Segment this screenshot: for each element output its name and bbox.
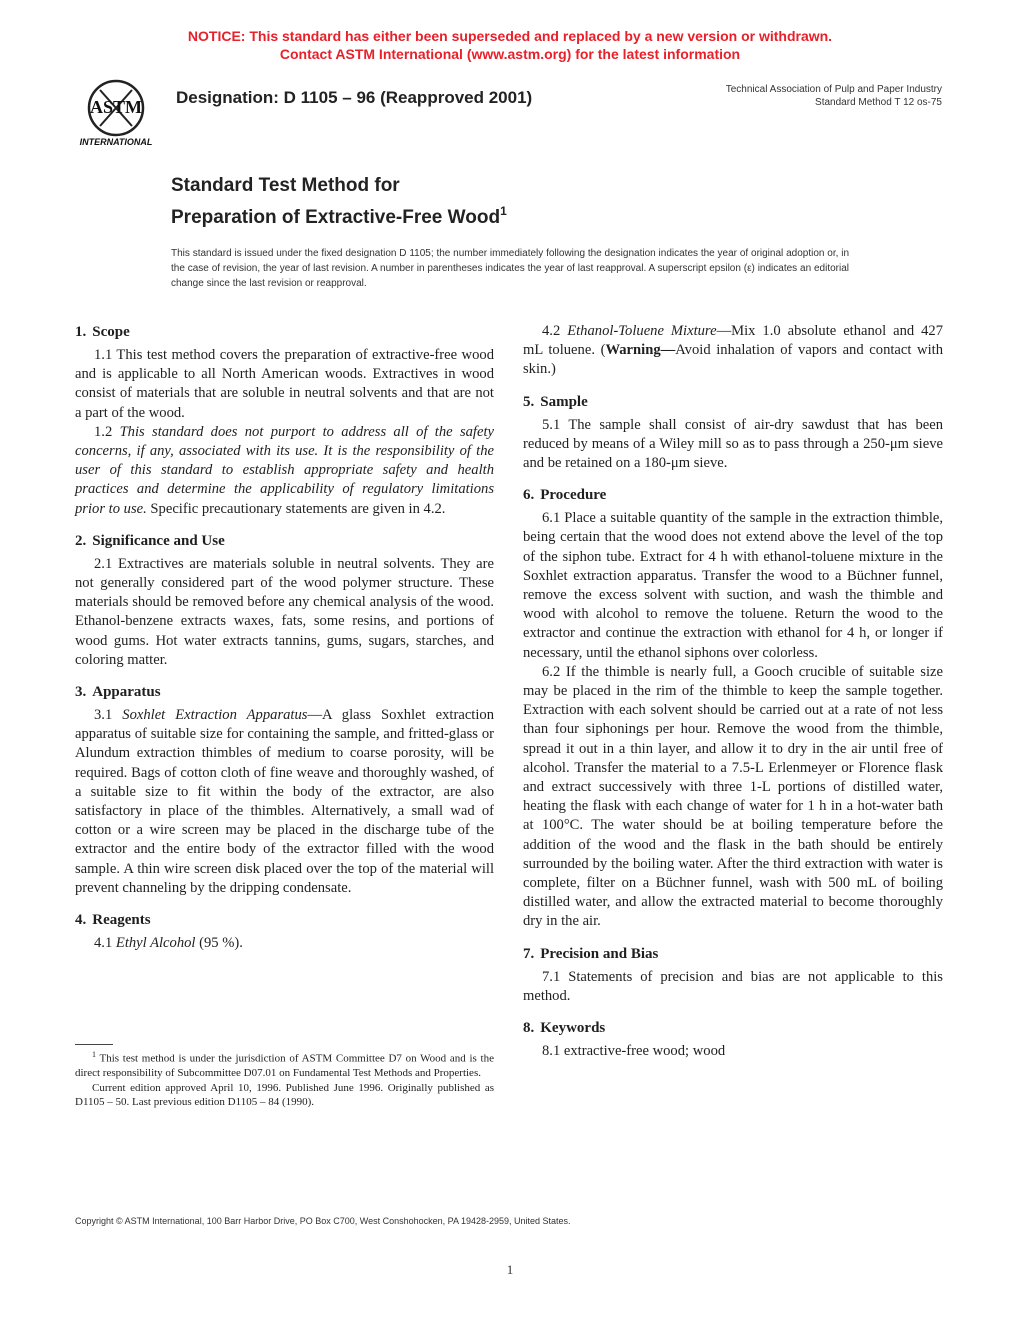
paragraph-6-2: 6.2 If the thimble is nearly full, a Gooch crucible of suitable size may be placed in the rim of the thimble to keep the sample together. Extraction with each solvent should be carried out at a rate of not less than four siphonings per hour. Remove the wood from the thimble, spread it out in a thin layer, and allow it to dry in the air until free of alcohol. Transfer the material to a 7.5-L Erlenmeyer or Florence flask and extract successively with three 1-L portions of distilled water, heating the flask with each change of water for 1 h in a hot-water bath at 100°C. The water should be at boiling temperature before the addition of the wood and the flask in the bath should be entirely surrounded by the boiling water. After the third extraction with water is complete, filter on a Büchner funnel, wash with 500 mL of boiling distilled water, and allow the extracted material to become thoroughly dry in the air. xyxy=(523,663,943,930)
paragraph-1-1: 1.1 This test method covers the preparation of extractive-free wood and is applicable to all North American woods. Extractives in wood consist of materials that are soluble in neutral solvents and that are not a part of the wood. xyxy=(75,347,494,421)
section-heading: 1. Scope xyxy=(75,324,130,340)
title-footnote-mark: 1 xyxy=(500,204,507,218)
footnote-2: Current edition approved April 10, 1996. Published June 1996. Originally published as D1105 – 50. Last previous edition D1105 – 84 (1990). xyxy=(75,1081,494,1109)
paragraph-3-1: 3.1 Soxhlet Extraction Apparatus—A glass Soxhlet extraction apparatus of suitable size for containing the sample, and fritted-glass or Alundum extraction thimbles of medium to coarse porosity, will be required. Bags of cotton cloth of fine weave and thoroughly washed, of a suitable size to fit within the body of the extractor, are also satisfactory in place of the thimbles. Alternatively, a small wad of cotton or a wire screen may be placed in the discharge tube of the extractor and the entire body of the extractor filled with the wood sample. A thin wire screen disk placed over the top of the material will prevent channeling by the dripping condensate. xyxy=(75,707,494,896)
paragraph-6-1: 6.1 Place a suitable quantity of the sample in the extraction thimble, being certain that the wood does not extend above the level of the top of the siphon tube. Extract for 4 h with ethanol-toluene mixture in the Soxhlet extraction apparatus. Transfer the wood to a Büchner funnel, remove the excess solvent with suction, and wash the thimble and wood with alcohol to remove the toluene. Return the wood to the extractor and continue the extraction with ethanol for 4 h, or longer if necessary, until the ethanol siphons over colorless. xyxy=(523,510,943,661)
paragraph-4-2: 4.2 Ethanol-Toluene Mixture—Mix 1.0 absolute ethanol and 427 mL toluene. (Warning—Avoid inhalation of vapors and contact with skin.) xyxy=(523,323,944,378)
section-heading: 5. Sample xyxy=(523,393,588,410)
tappi-reference xyxy=(726,83,942,109)
preface-note: This standard is issued under the fixed designation D 1105; the number immediately following the designation indicates the year of original adoption or, in the case of revision, the year of last revision. A number in parentheses indicates the year of last reapproval. A superscript epsilon (ε) indicates an editorial change since the last revision or reapproval. xyxy=(171,248,849,289)
withdrawal-notice xyxy=(0,27,1020,63)
logo-subtext: INTERNATIONAL xyxy=(79,137,153,147)
astm-logo xyxy=(70,76,162,152)
footnotes xyxy=(75,1044,494,1110)
designation: Designation: D 1105 – 96 (Reapproved 2001) xyxy=(176,88,533,107)
section-apparatus xyxy=(75,682,494,898)
title-line-2 xyxy=(171,198,507,231)
section-reagents xyxy=(75,910,494,953)
section-heading: 8. Keywords xyxy=(523,1020,606,1037)
left-column xyxy=(75,322,494,965)
section-sample xyxy=(523,392,943,474)
paragraph-8-1: 8.1 extractive-free wood; wood xyxy=(542,1043,726,1060)
section-reagents-continued xyxy=(523,322,943,380)
section-heading: 6. Procedure xyxy=(523,487,607,504)
title-main: Preparation of Extractive-Free Wood xyxy=(171,207,501,228)
paragraph-7-1: 7.1 Statements of precision and bias are not applicable to this method. xyxy=(523,968,943,1004)
footnote-1: $^1$ This test method is under the jurisdiction of ASTM Committee D7 on Wood and is the direct responsibility of Subcommittee D07.01 on Fundamental Test Methods and Properties. xyxy=(75,1050,494,1080)
section-precision xyxy=(523,944,943,1006)
section-heading: 2. Significance and Use xyxy=(75,532,225,549)
section-heading: 4. Reagents xyxy=(75,912,151,929)
section-heading: 3. Apparatus xyxy=(75,684,161,701)
tappi-line-1: Technical Association of Pulp and Paper Industry xyxy=(725,84,942,95)
title-line-1: Standard Test Method for xyxy=(171,175,400,196)
section-procedure xyxy=(523,485,943,931)
section-scope xyxy=(75,322,494,519)
tappi-line-2: Standard Method T 12 os-75 xyxy=(815,97,942,108)
paragraph-2-1: 2.1 Extractives are materials soluble in neutral solvents. They are not generally considered part of the wood polymer structure. These materials should be removed before any chemical analysis of the wood. Ethanol-benzene extracts waxes, fats, some resins, and portions of wood gums. Hot water extracts tannins, gums, sugars, starches, and coloring matter. xyxy=(75,555,494,668)
notice-line-1: NOTICE: This standard has either been superseded and replaced by a new version or withdrawn. xyxy=(187,28,833,44)
paragraph-4-1: 4.1 Ethyl Alcohol (95 %). xyxy=(94,935,243,952)
section-significance xyxy=(75,531,494,670)
section-keywords xyxy=(523,1018,943,1061)
document-title xyxy=(171,174,507,231)
copyright: Copyright © ASTM International, 100 Barr Harbor Drive, PO Box C700, West Conshohocken, PA 19428-2959, United States. xyxy=(75,1216,571,1226)
section-heading: 7. Precision and Bias xyxy=(523,945,659,962)
right-column xyxy=(523,322,943,1073)
logo-text: ASTM xyxy=(89,97,143,117)
footnote-rule xyxy=(75,1044,113,1045)
paragraph-1-2: 1.2 This standard does not purport to address all of the safety concerns, if any, associated with its use. It is the responsibility of the user of this standard to establish appropriate safety and health practices and determine the applicability of regulatory limitations prior to use. Specific precautionary statements are given in 4.2. xyxy=(75,423,494,517)
notice-line-2: Contact ASTM International (www.astm.org) for the latest information xyxy=(279,46,741,62)
paragraph-5-1: 5.1 The sample shall consist of air-dry sawdust that has been reduced by means of a Wiley mill so as to pass through a 250-μm sieve and be retained on a 180-μm sieve. xyxy=(523,416,943,472)
page-number: 1 xyxy=(506,1262,514,1277)
